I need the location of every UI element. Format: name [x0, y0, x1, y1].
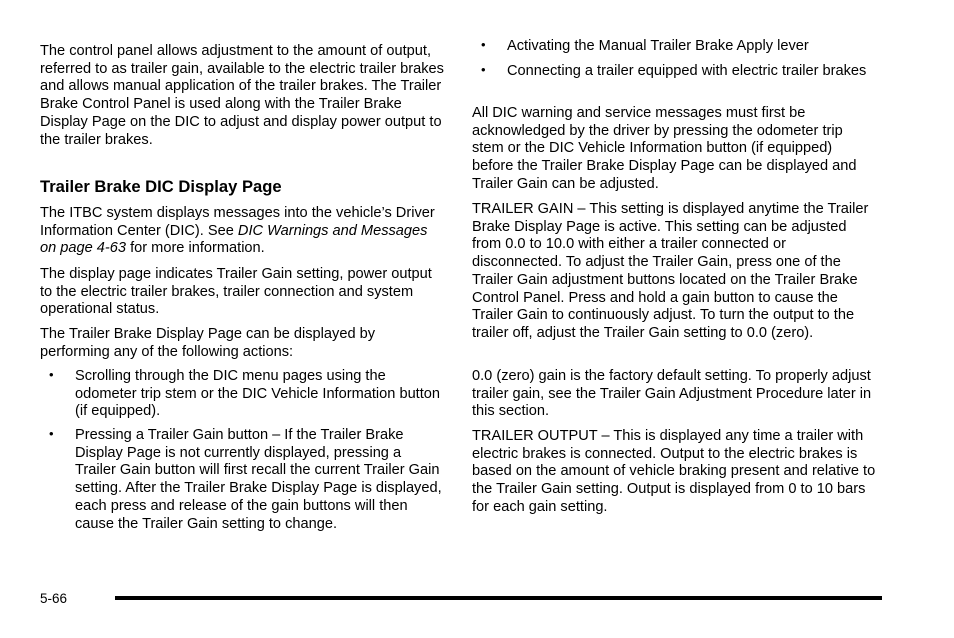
- bullet-icon: •: [49, 367, 54, 382]
- list-item: [40, 427, 445, 533]
- list-item-text: Pressing a Trailer Gain button – If the Trailer Brake Display Page is not currently displayed, pressing a Trailer Gain button will first recall the current Trailer Gain setting. After the Trailer Brake Display Page is displayed, each press and release of the gain buttons will then cause the Trailer Gain setting to change.: [75, 427, 442, 532]
- section-heading: Trailer Brake DIC Display Page: [40, 177, 282, 196]
- bullet-icon: •: [481, 62, 486, 77]
- list-item-text: Scrolling through the DIC menu pages using the odometer trip stem or the DIC Vehicle Information button (if equipped).: [75, 368, 441, 420]
- list-item-text: Activating the Manual Trailer Brake Apply lever: [507, 38, 809, 54]
- intro-paragraph: The control panel allows adjustment to the amount of output, referred to as trailer gain, available to the electric trailer brakes and allows manual application of the trailer brakes. The Trailer Brake Control Panel is used along with the Trailer Brake Display Page on the DIC to adjust and display power output to the trailer brakes.: [40, 43, 444, 148]
- list-item: [40, 368, 445, 421]
- page-number: 5-66: [40, 591, 68, 606]
- itbc-paragraph: [40, 205, 445, 258]
- cross-reference-link[interactable]: DIC Warnings and Messages on page 4-63: [40, 222, 428, 257]
- itbc-text: The ITBC system displays messages into the vehicle’s Driver Information Center (DIC). See: [40, 205, 435, 239]
- bullet-icon: •: [481, 37, 486, 52]
- trailer-output-paragraph: TRAILER OUTPUT – This is displayed any time a trailer with electric brakes is connected. Output to the electric brakes is based on the amount of vehicle braking present and relative to the Trailer Gain setting. Output is displayed from 0 to 10 bars for each gain setting.: [472, 428, 876, 515]
- dic-messages-paragraph: All DIC warning and service messages must first be acknowledged by the driver by pressing the odometer trip stem or the DIC Vehicle Information button (if equipped) before the Trailer Brake Display Page can be displayed and Trailer Gain can be adjusted.: [472, 105, 857, 192]
- footer-rule: [115, 596, 882, 600]
- trailer-gain-paragraph: TRAILER GAIN – This setting is displayed anytime the Trailer Brake Display Page is active. This setting can be adjusted from 0.0 to 10.0 with either a trailer connected or disconnected. To adjust the Trailer Gain, press one of the Trailer Gain adjustment buttons located on the Trailer Brake Control Panel. Press and hold a gain button to cause the Trailer Gain to continuously adjust. To turn the output to the trailer off, adjust the Trailer Gain setting to 0.0 (zero).: [472, 201, 869, 341]
- list-item: [472, 38, 877, 56]
- list-item: [472, 63, 877, 81]
- list-item-text: Connecting a trailer equipped with electric trailer brakes: [507, 63, 867, 79]
- actions-paragraph: The Trailer Brake Display Page can be displayed by performing any of the following actions:: [40, 326, 376, 360]
- itbc-text-end: for more information.: [126, 240, 265, 257]
- bullet-icon: •: [49, 426, 54, 441]
- default-gain-paragraph: 0.0 (zero) gain is the factory default setting. To properly adjust trailer gain, see the Trailer Gain Adjustment Procedure later in this section.: [472, 368, 872, 420]
- display-page-paragraph: The display page indicates Trailer Gain setting, power output to the electric trailer brakes, trailer connection and system operational status.: [40, 266, 432, 318]
